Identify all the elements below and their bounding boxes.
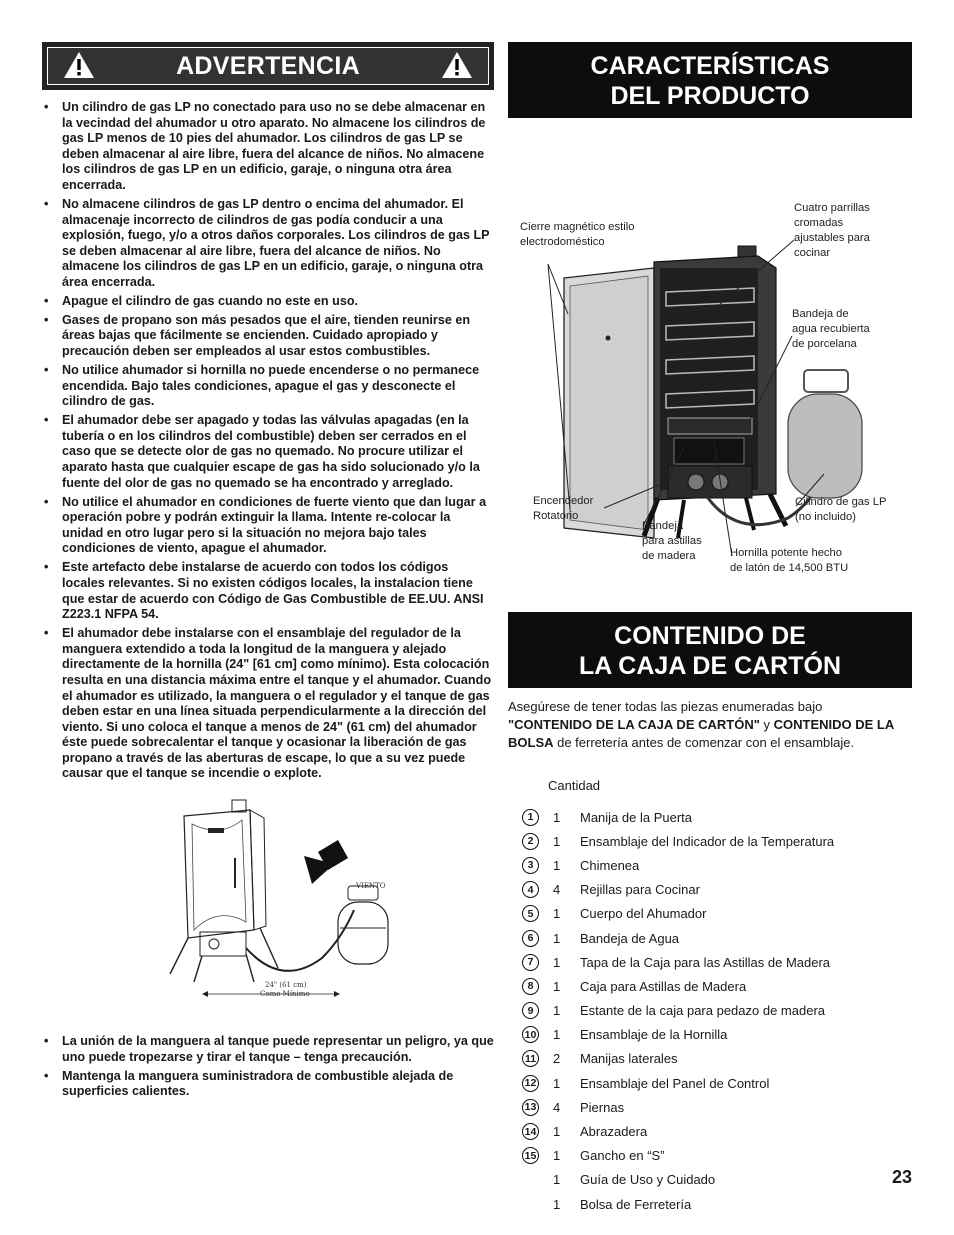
part-quantity: 1 bbox=[553, 833, 561, 849]
part-number-badge: 5 bbox=[522, 905, 539, 922]
distance-label-min: Como Mínimo bbox=[260, 990, 310, 999]
quantity-header: Cantidad bbox=[548, 778, 601, 793]
list-item bbox=[508, 829, 912, 853]
part-quantity: 1 bbox=[553, 978, 561, 994]
list-item bbox=[508, 1095, 912, 1119]
list-item bbox=[508, 1023, 912, 1047]
part-name: Ensamblaje del Indicador de la Temperatura bbox=[580, 833, 835, 849]
part-name: Rejillas para Cocinar bbox=[580, 882, 700, 898]
warning-list bbox=[42, 100, 494, 782]
part-number-badge: 7 bbox=[522, 954, 539, 971]
distance-label: 24" (61 cm) bbox=[265, 981, 307, 990]
list-item: • No utilice ahumador si hornilla no puede encenderse o no permanece encendida. Bajo tales condiciones, apague el gas y desconecte el cilindro de gas. bbox=[42, 363, 494, 410]
list-item: • Apague el cilindro de gas cuando no este en uso. bbox=[42, 294, 494, 310]
part-number-badge: 8 bbox=[522, 978, 539, 995]
warning-title: ADVERTENCIA bbox=[176, 51, 360, 80]
list-item bbox=[508, 902, 912, 926]
wind-placement-illustration bbox=[42, 786, 494, 1024]
part-number-badge: 2 bbox=[522, 833, 539, 850]
list-item bbox=[508, 1168, 912, 1192]
callout-wood-chip-tray: Bandeja para astillas de madera bbox=[642, 520, 702, 562]
part-quantity: 2 bbox=[553, 1051, 561, 1067]
part-number-badge: 15 bbox=[522, 1147, 539, 1164]
part-name: Estante de la caja para pedazo de madera bbox=[580, 1003, 826, 1019]
part-quantity: 1 bbox=[553, 954, 561, 970]
part-name: Guía de Uso y Cuidado bbox=[580, 1172, 716, 1188]
list-item bbox=[508, 805, 912, 829]
list-item bbox=[508, 1192, 912, 1216]
page-number: 23 bbox=[891, 1167, 912, 1187]
list-item bbox=[508, 974, 912, 998]
parts-list bbox=[508, 805, 912, 1216]
list-item bbox=[508, 950, 912, 974]
list-item: • Este artefacto debe instalarse de acuerdo con todos los códigos locales relevantes. Si no existen códigos locales, la instalacion tiene que estar de acuerdo con Código de Gas Combustible de EE.UU. ANSI Z223.1 NFPA 54. bbox=[42, 560, 494, 622]
part-number-badge: 3 bbox=[522, 857, 539, 874]
part-name: Abrazadera bbox=[580, 1124, 648, 1140]
part-name: Ensamblaje de la Hornilla bbox=[580, 1027, 728, 1043]
list-item: • Un cilindro de gas LP no conectado para uso no se debe almacenar en la vecindad del ahumador u otro aparato. No almacene los cilindros de gas LP menos de 10 pies del ahumador. Los cilindros de gas LP se deben almacenar al aire libre, fuera del alcance de niños. No almacene los cilindros de gas LP en un edificio, garaje, o ninguna otra área encerrada. bbox=[42, 100, 494, 194]
part-number-badge bbox=[522, 1196, 539, 1213]
part-quantity: 1 bbox=[553, 1075, 561, 1091]
contents-intro: Asegúrese de tener todas las piezas enumeradas bajo "CONTENIDO DE LA CAJA DE CARTÓN" y CONTENIDO DE LA BOLSA de ferretería antes de comenzar con el ensamblaje. bbox=[508, 699, 894, 750]
callout-cooking-racks: Cuatro parrillas cromadas ajustables para cocinar bbox=[794, 202, 870, 259]
part-number-badge: 13 bbox=[522, 1099, 539, 1116]
part-name: Bolsa de Ferretería bbox=[580, 1196, 692, 1212]
part-name: Ensamblaje del Panel de Control bbox=[580, 1075, 770, 1091]
part-quantity: 1 bbox=[553, 1003, 561, 1019]
list-item: • El ahumador debe instalarse con el ensamblaje del regulador de la manguera extendido a toda la longitud de la manguera y alejado directamente de la hornilla (24" [61 cm] como mínimo). Esta colocación resulta en una distancia máxima entre el tanque y el ahumador. Cuando el ahumador es utilizado, la manguera o el regulador y el tanque de gas deben estar en una línea situada perpendicularmente a la dirección del viento. Si uno coloca el tanque a menos de 24" (61 cm) del ahumador éste puede sobrecalentar el tanque y ocasionar la liberación de gas propano a través de las aberturas de escape, lo que a su vez puede causar que el tanque se incendie o explote. bbox=[42, 626, 494, 782]
list-item: • No almacene cilindros de gas LP dentro o encima del ahumador. El almacenaje incorrecto de cilindros de gas podía conducir a una explosión, fuego, y/o a otros daños corporales. Los cilindros de gas LP se deben almacenar al aire libre, fuera del alcance de niños. No almacene los cilindros de gas LP en un edificio, garaje, o ninguna otra área encerrada. bbox=[42, 197, 494, 291]
part-number-badge: 9 bbox=[522, 1002, 539, 1019]
right-column bbox=[508, 42, 912, 1216]
list-item bbox=[508, 1071, 912, 1095]
part-number-badge: 1 bbox=[522, 809, 539, 826]
list-item bbox=[508, 999, 912, 1023]
list-item bbox=[508, 926, 912, 950]
part-name: Manija de la Puerta bbox=[580, 809, 693, 825]
part-quantity: 1 bbox=[553, 1124, 561, 1140]
part-quantity: 1 bbox=[553, 857, 561, 873]
part-quantity: 4 bbox=[553, 1099, 561, 1115]
callout-lp-cylinder: Cilindro de gas LP (no incluido) bbox=[795, 496, 887, 523]
part-name: Chimenea bbox=[580, 857, 640, 873]
list-item bbox=[508, 1047, 912, 1071]
part-quantity: 4 bbox=[553, 882, 561, 898]
list-item: • La unión de la manguera al tanque puede representar un peligro, ya que uno puede tropezarse y tirar el tanque – tenga precaución. bbox=[42, 1034, 494, 1065]
warning-list-after bbox=[42, 1034, 494, 1100]
warning-banner bbox=[42, 42, 494, 90]
part-quantity: 1 bbox=[553, 906, 561, 922]
wind-label: VIENTO bbox=[356, 882, 386, 891]
warning-section bbox=[42, 42, 494, 1103]
part-number-badge: 11 bbox=[522, 1050, 539, 1067]
part-name: Piernas bbox=[580, 1099, 625, 1115]
part-quantity: 1 bbox=[553, 1148, 561, 1164]
part-number-badge: 6 bbox=[522, 930, 539, 947]
callout-water-pan: Bandeja de agua recubierta de porcelana bbox=[792, 308, 870, 350]
list-item: • No utilice el ahumador en condiciones de fuerte viento que dan lugar a operación pobre y podrán extinguir la llama. Intente re-colocar la unidad en otro lugar pero si la situación no mejora bajo tales condiciones de viento, apague el ahumador. bbox=[42, 495, 494, 557]
part-name: Gancho en “S” bbox=[580, 1148, 665, 1164]
part-name: Tapa de la Caja para las Astillas de Madera bbox=[580, 954, 831, 970]
contents-heading: CONTENIDO DE LA CAJA DE CARTÓN bbox=[508, 612, 912, 688]
list-item bbox=[508, 1144, 912, 1168]
callout-magnetic-latch: Cierre magnético estilo electrodoméstico bbox=[520, 221, 635, 248]
part-number-badge: 10 bbox=[522, 1026, 539, 1043]
part-number-badge: 4 bbox=[522, 881, 539, 898]
part-name: Caja para Astillas de Madera bbox=[580, 978, 747, 994]
part-quantity: 1 bbox=[553, 930, 561, 946]
warning-triangle-icon bbox=[440, 50, 474, 80]
list-item: • El ahumador debe ser apagado y todas las válvulas apagadas (en la tubería o en los cilindros del combustible) deben ser cerrados en el caso que se detecte olor de gas no quemado. No procure utilizar el aparato hasta que cualquier escape de gas ha sido solucionado y/o la fuente del olor de gas no quemado se ha encontrado y arreglado. bbox=[42, 413, 494, 491]
list-item bbox=[508, 878, 912, 902]
part-name: Cuerpo del Ahumador bbox=[580, 906, 707, 922]
product-features-illustration bbox=[508, 118, 912, 574]
part-name: Manijas laterales bbox=[580, 1051, 678, 1067]
list-item: • Mantenga la manguera suministradora de combustible alejada de superficies calientes. bbox=[42, 1069, 494, 1100]
list-item: • Gases de propano son más pesados que el aire, tienden reunirse en áreas bajas que fácilmente se encienden. Cuidado apropiado y precaución deben ser empleados al usar estos combustibles. bbox=[42, 313, 494, 360]
warning-triangle-icon bbox=[62, 50, 96, 80]
part-quantity: 1 bbox=[553, 1172, 561, 1188]
list-item bbox=[508, 853, 912, 877]
part-quantity: 1 bbox=[553, 809, 561, 825]
list-item bbox=[508, 1119, 912, 1143]
callout-igniter: Encendedor Rotatorio bbox=[533, 495, 594, 522]
part-quantity: 1 bbox=[553, 1027, 561, 1043]
part-quantity: 1 bbox=[553, 1196, 561, 1212]
part-number-badge bbox=[522, 1171, 539, 1188]
part-number-badge: 14 bbox=[522, 1123, 539, 1140]
part-number-badge: 12 bbox=[522, 1075, 539, 1092]
features-heading: CARACTERÍSTICAS DEL PRODUCTO bbox=[508, 42, 912, 118]
smoker-tank-drawing bbox=[142, 798, 392, 1008]
callout-burner: Hornilla potente hecho de latón de 14,500 BTU bbox=[730, 547, 849, 574]
part-name: Bandeja de Agua bbox=[580, 930, 680, 946]
